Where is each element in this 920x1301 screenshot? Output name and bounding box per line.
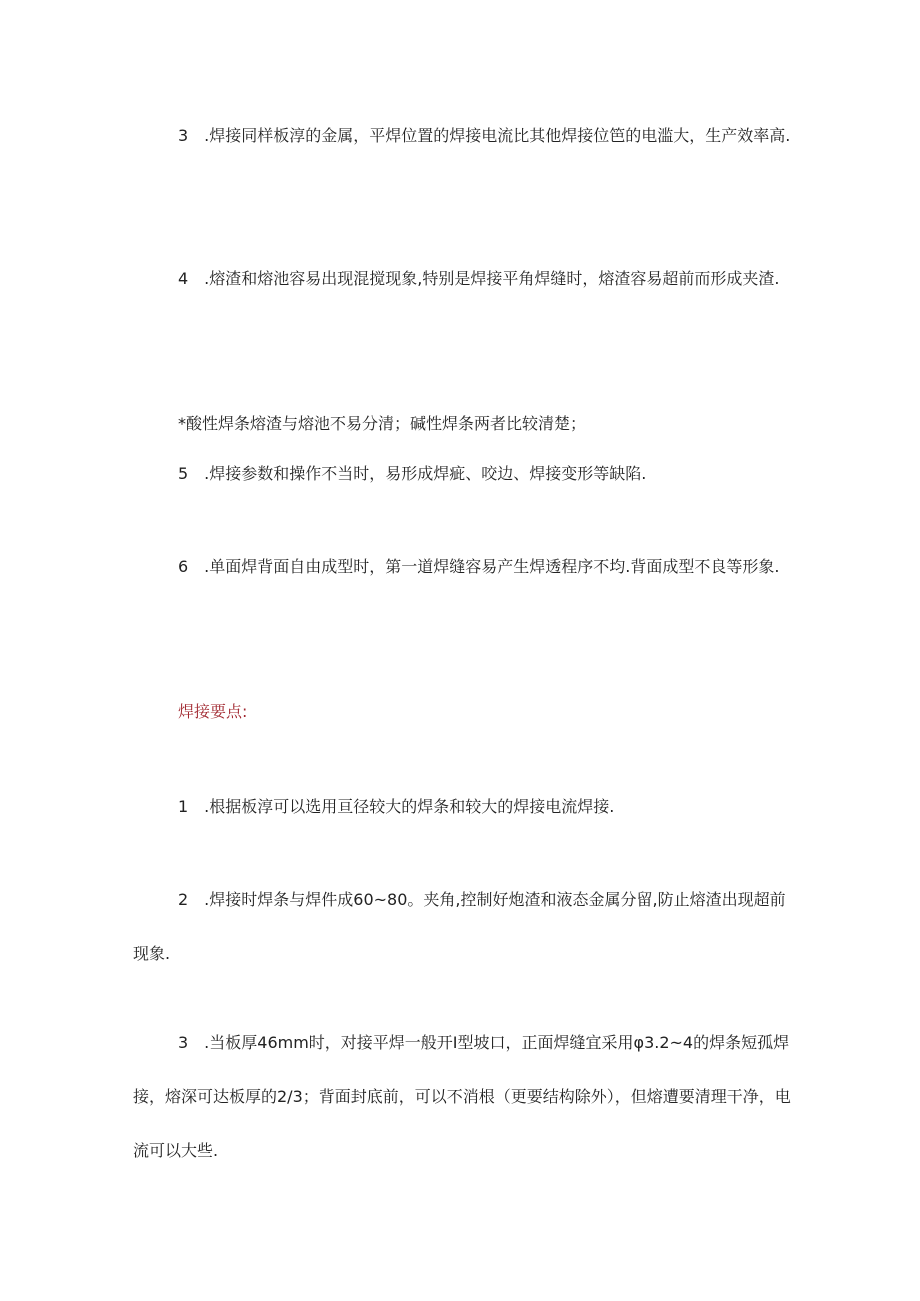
- paragraph-6-single-side-welding: 6 .单面焊背面自由成型时，第一道焊缝容易产生焊透程序不均.背面成型不良等形象.: [178, 557, 780, 576]
- section-heading-welding-key-points: 焊接要点:: [178, 702, 248, 721]
- note-acidic-basic-electrode: *酸性焊条熔渣与熔池不易分清；碱性焊条两者比较清楚；: [178, 414, 587, 433]
- paragraph-4-slag-mixing: 4 .熔渣和熔池容易出现混搅现象,特别是焊接平角焊缝时，熔渣容易超前而形成夹渣.: [178, 269, 780, 288]
- paragraph-3-plate-thickness-groove: 3 .当板厚46mm时，对接平焊一般开I型坡口，正面焊缝宜采用φ3.2~4的焊条短孤焊接，熔深可达板厚的2/3；背面封底前，可以不消根（更要结构除外），但熔遭要清理干净，电流可以大些.: [133, 1033, 791, 1160]
- paragraph-2-electrode-angle: 2 .焊接时焊条与焊件成60~80。夹角,控制好炮渣和液态金属分留,防止熔渣出现超前现象.: [133, 890, 786, 963]
- paragraph-1-electrode-selection: 1 .根据板淳可以选用亘径较大的焊条和较大的焊接电流焊接.: [178, 797, 615, 816]
- paragraph-5-welding-defects: 5 .焊接参数和操作不当时，易形成焊疵、咬边、焊接变形等缺陷.: [178, 464, 647, 483]
- paragraph-3-flat-welding-current: 3 .焊接同样板淳的金属，平焊位置的焊接电流比其他焊接位笆的电滥大，生产效率高.: [178, 126, 791, 145]
